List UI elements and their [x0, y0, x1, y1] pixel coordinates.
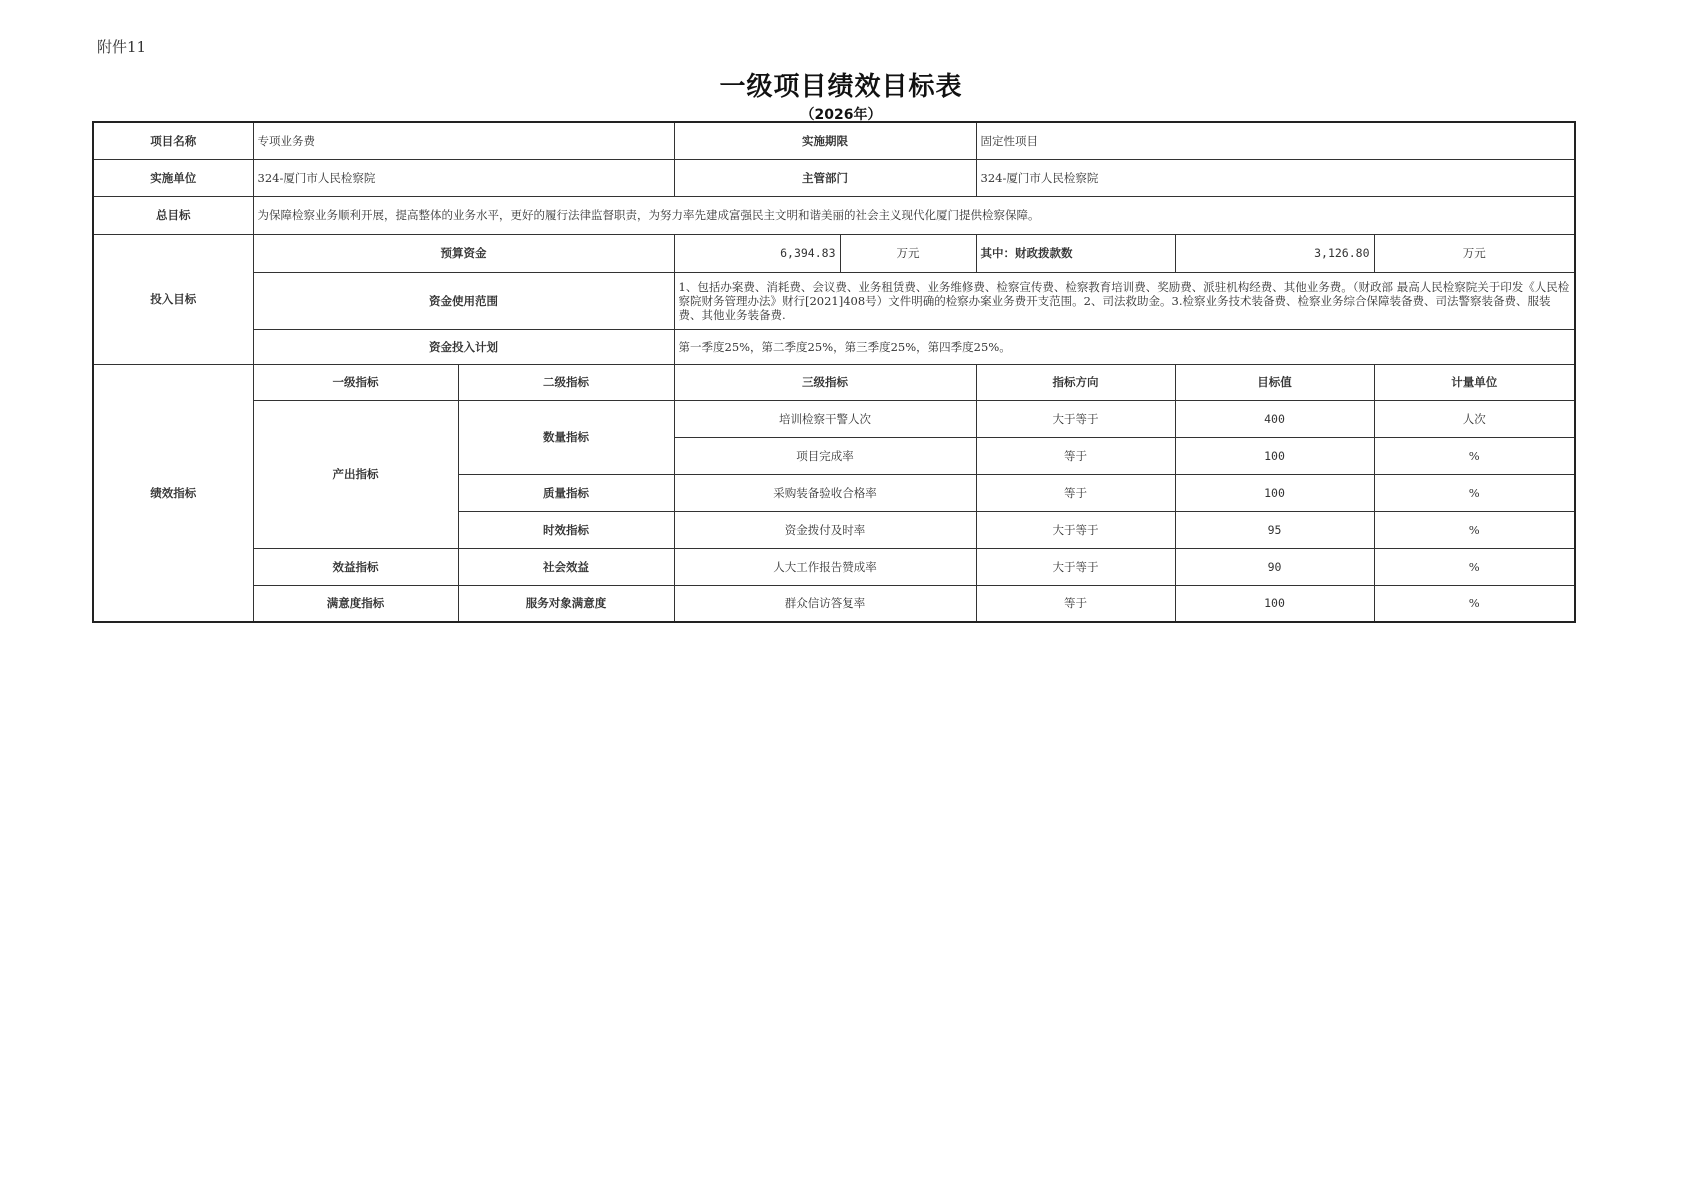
- budget-label: 预算资金: [253, 234, 674, 272]
- header-target: 目标值: [1175, 364, 1374, 400]
- header-level3: 三级指标: [674, 364, 976, 400]
- group-benefit: 效益指标: [253, 548, 458, 585]
- unit-label: 实施单位: [93, 159, 253, 196]
- group-output: 产出指标: [253, 400, 458, 548]
- table-row: [93, 364, 1575, 400]
- indicator-target: 100: [1175, 585, 1374, 622]
- indicator-direction: 等于: [976, 474, 1175, 511]
- indicator-target: 90: [1175, 548, 1374, 585]
- indicator-target: 95: [1175, 511, 1374, 548]
- indicator-unit: %: [1374, 474, 1575, 511]
- header-direction: 指标方向: [976, 364, 1175, 400]
- indicator-direction: 大于等于: [976, 548, 1175, 585]
- period-label: 实施期限: [674, 122, 976, 159]
- indicator-target: 100: [1175, 437, 1374, 474]
- table-row: [93, 400, 1575, 437]
- indicator-direction: 大于等于: [976, 511, 1175, 548]
- indicator-name: 项目完成率: [674, 437, 976, 474]
- fiscal-value: 3,126.80: [1175, 234, 1374, 272]
- fiscal-label: 其中：财政拨款数: [976, 234, 1175, 272]
- goal-value: 为保障检察业务顺利开展，提高整体的业务水平，更好的履行法律监督职责，为努力率先建成富强民主文明和谐美丽的社会主义现代化厦门提供检察保障。: [253, 196, 1575, 234]
- indicator-name: 培训检察干警人次: [674, 400, 976, 437]
- subgroup-social: 社会效益: [458, 548, 674, 585]
- dept-label: 主管部门: [674, 159, 976, 196]
- budget-value: 6,394.83: [674, 234, 840, 272]
- indicator-target: 100: [1175, 474, 1374, 511]
- budget-unit: 万元: [840, 234, 976, 272]
- project-name-label: 项目名称: [93, 122, 253, 159]
- project-name-value: 专项业务费: [253, 122, 674, 159]
- indicator-unit: %: [1374, 548, 1575, 585]
- dept-value: 324-厦门市人民检察院: [976, 159, 1575, 196]
- page-title: 一级项目绩效目标表: [719, 72, 963, 102]
- performance-target-table: [92, 121, 1576, 623]
- subgroup-quality: 质量指标: [458, 474, 674, 511]
- indicator-name: 采购装备验收合格率: [674, 474, 976, 511]
- table-row: [93, 585, 1575, 622]
- table-row: [93, 548, 1575, 585]
- indicator-unit: %: [1374, 585, 1575, 622]
- unit-value: 324-厦门市人民检察院: [253, 159, 674, 196]
- table-row: [93, 234, 1575, 272]
- period-value: 固定性项目: [976, 122, 1575, 159]
- header-unit: 计量单位: [1374, 364, 1575, 400]
- group-satisfaction: 满意度指标: [253, 585, 458, 622]
- indicator-unit: %: [1374, 437, 1575, 474]
- subgroup-quantity: 数量指标: [458, 400, 674, 474]
- table-row: [93, 159, 1575, 196]
- plan-value: 第一季度25%，第二季度25%，第三季度25%，第四季度25%。: [674, 329, 1575, 364]
- header-level1: 一级指标: [253, 364, 458, 400]
- indicator-name: 资金拨付及时率: [674, 511, 976, 548]
- table-row: [93, 272, 1575, 329]
- header-level2: 二级指标: [458, 364, 674, 400]
- fiscal-unit: 万元: [1374, 234, 1575, 272]
- indicator-unit: %: [1374, 511, 1575, 548]
- performance-section-label: 绩效指标: [93, 364, 253, 622]
- plan-label: 资金投入计划: [253, 329, 674, 364]
- scope-label: 资金使用范围: [253, 272, 674, 329]
- year-label: （2026年）: [800, 107, 882, 123]
- indicator-direction: 等于: [976, 437, 1175, 474]
- subgroup-timeliness: 时效指标: [458, 511, 674, 548]
- attachment-label: 附件11: [97, 38, 147, 56]
- scope-value: 1、包括办案费、消耗费、会议费、业务租赁费、业务维修费、检察宣传费、检察教育培训费、奖励费、派驻机构经费、其他业务费。（财政部 最高人民检察院关于印发《人民检察院财务管理办法》财行[2021]408号）文件明确的检察办案业务费开支范围。2、司法救助金。3.检察业务技术装备费、检察业务综合保障装备费、司法警察装备费、服装费、其他业务装备费.: [674, 272, 1575, 329]
- indicator-unit: 人次: [1374, 400, 1575, 437]
- input-section-label: 投入目标: [93, 234, 253, 364]
- indicator-name: 群众信访答复率: [674, 585, 976, 622]
- indicator-target: 400: [1175, 400, 1374, 437]
- goal-label: 总目标: [93, 196, 253, 234]
- indicator-direction: 大于等于: [976, 400, 1175, 437]
- indicator-name: 人大工作报告赞成率: [674, 548, 976, 585]
- indicator-direction: 等于: [976, 585, 1175, 622]
- subgroup-service: 服务对象满意度: [458, 585, 674, 622]
- table-row: [93, 196, 1575, 234]
- table-row: [93, 329, 1575, 364]
- table-row: [93, 122, 1575, 159]
